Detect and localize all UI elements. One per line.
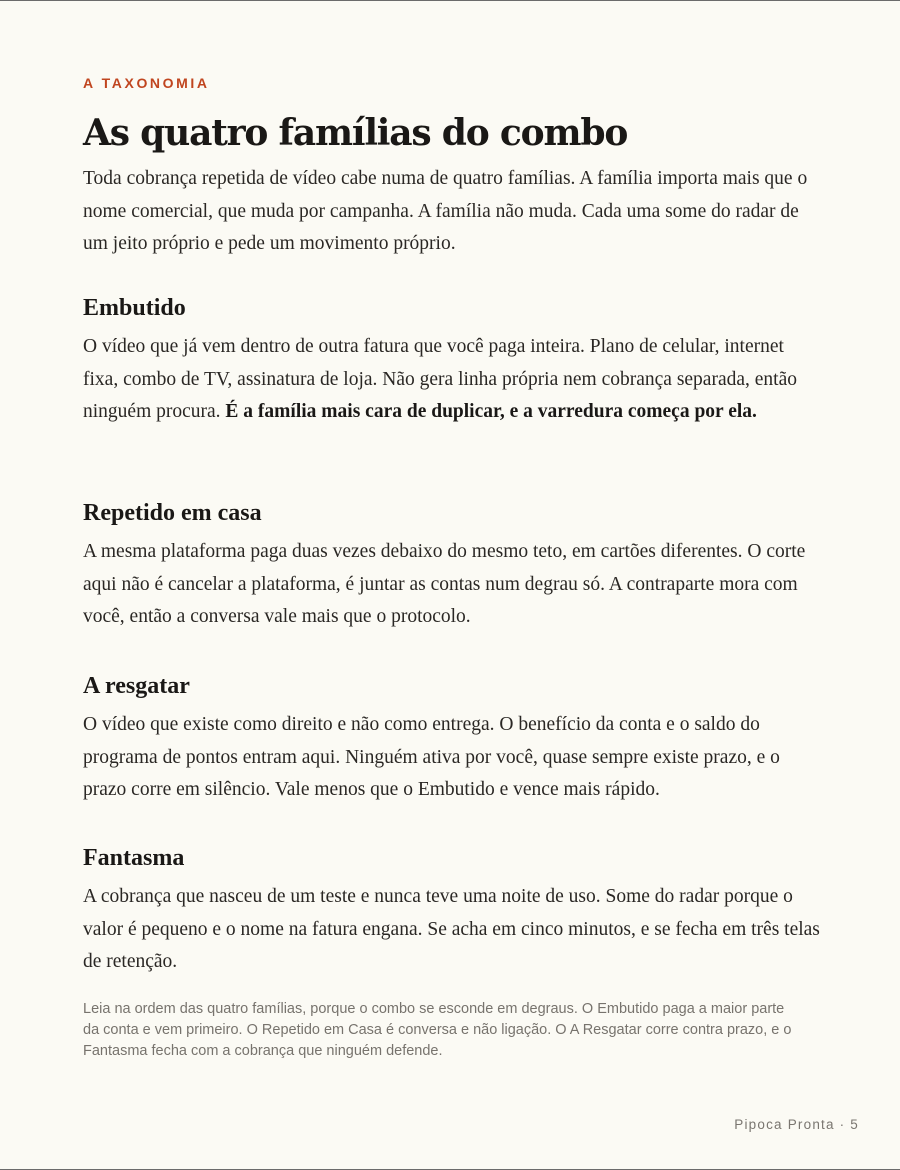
section-heading: A resgatar <box>83 673 190 699</box>
section-body: A cobrança que nasceu de um teste e nunca teve uma noite de uso. Some do radar porque o valor é pequeno e o nome na fatura engana. Se acha em cinco minutos, e se fecha em três telas de retenção. <box>83 886 820 972</box>
section-heading: Repetido em casa <box>83 500 262 526</box>
section-body-emphasis: É a família mais cara de duplicar, e a varredura começa por ela. <box>225 401 757 422</box>
section-body: A mesma plataforma paga duas vezes debaixo do mesmo teto, em cartões diferentes. O corte aqui não é cancelar a plataforma, é juntar as contas num degrau só. A contraparte mora com você, então a conversa vale mais que o protocolo. <box>83 541 806 627</box>
page-title: As quatro famílias do combo <box>83 112 628 154</box>
section-body-text: O vídeo que já vem dentro de outra fatura que você paga inteira. Plano de celular, internet fixa, combo de TV, assinatura de loja. Não gera linha própria nem cobrança separada, então ninguém procura. <box>83 336 797 422</box>
section-embutido <box>83 291 823 429</box>
page-footer: Pipoca Pronta · 5 <box>734 1117 859 1132</box>
section-body: O vídeo que existe como direito e não como entrega. O benefício da conta e o saldo do programa de pontos entram aqui. Ninguém ativa por você, quase sempre existe prazo, e o prazo corre em silêncio. Vale menos que o Embutido e vence mais rápido. <box>83 714 780 800</box>
reading-note: Leia na ordem das quatro famílias, porque o combo se esconde em degraus. O Embutido paga a maior parte da conta e vem primeiro. O Repetido em Casa é conversa e não ligação. O A Resgatar corre contra prazo, e o Fantasma fecha com a cobrança que ninguém defende. <box>83 1001 792 1059</box>
section-heading: Fantasma <box>83 845 185 871</box>
section-fantasma <box>83 841 823 979</box>
section-repetido-em-casa <box>83 496 823 634</box>
intro-paragraph: Toda cobrança repetida de vídeo cabe numa de quatro famílias. A família importa mais que o nome comercial, que muda por campanha. A família não muda. Cada uma some do radar de um jeito próprio e pede um movimento próprio. <box>83 168 808 254</box>
section-heading: Embutido <box>83 295 186 321</box>
section-body <box>83 331 823 429</box>
section-eyebrow: A TAXONOMIA <box>83 75 210 91</box>
section-a-resgatar <box>83 669 823 807</box>
